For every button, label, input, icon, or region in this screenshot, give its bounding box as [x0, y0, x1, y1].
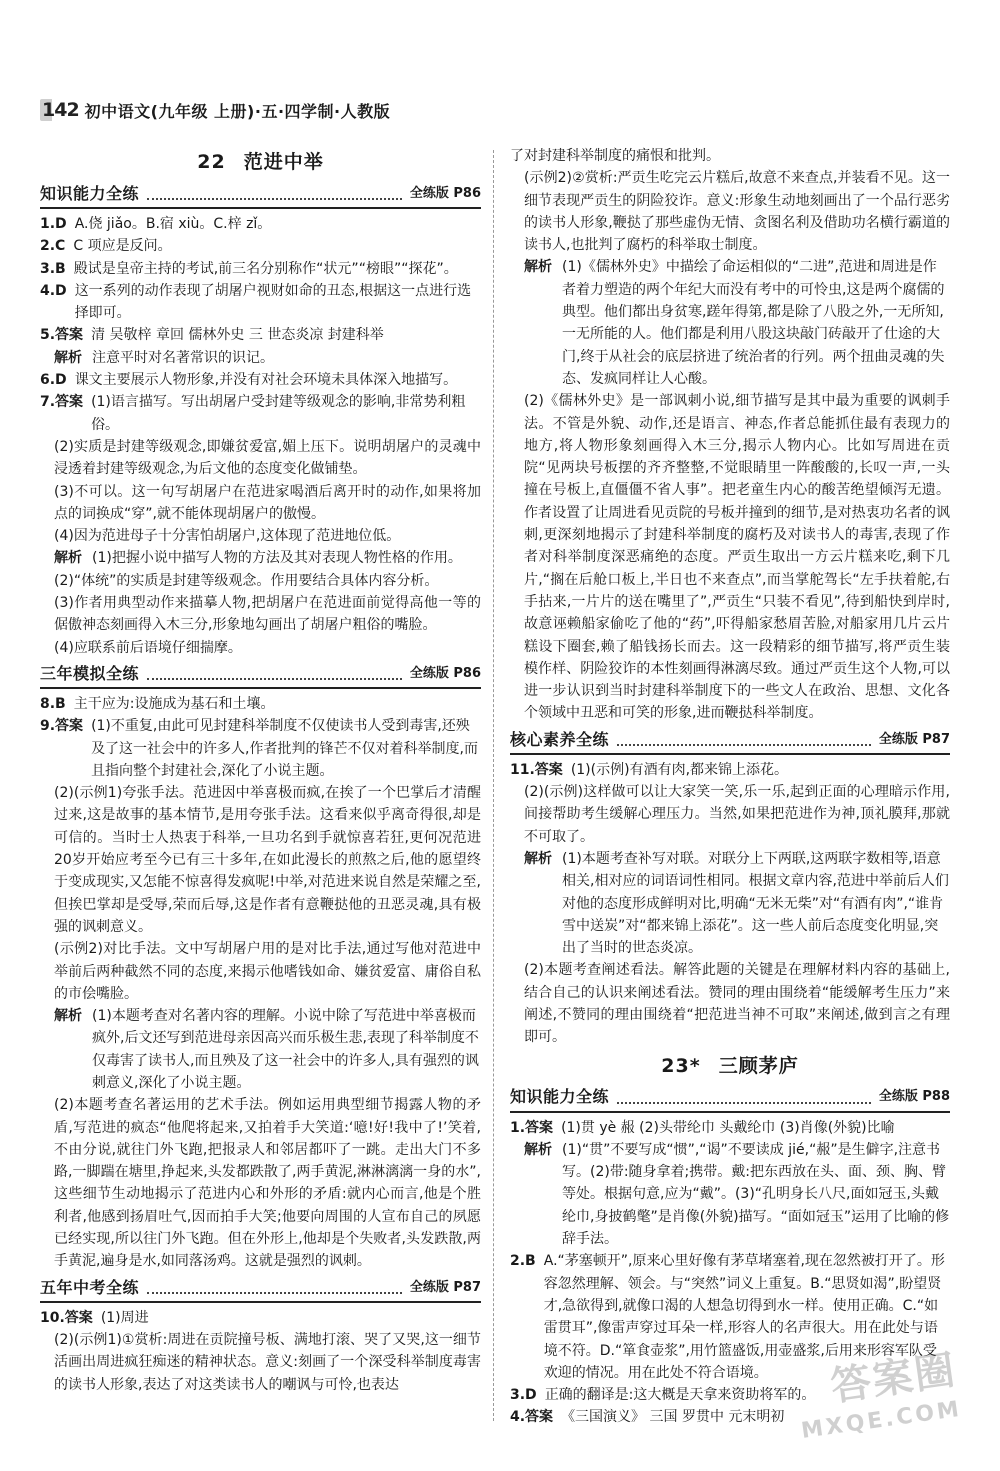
analysis-item — [510, 848, 950, 959]
answer-text: (1)贯 yè 赧 (2)头带纶巾 头戴纶巾 (3)肖像(外貌)比喻 — [561, 1119, 895, 1136]
answer-paragraph: (2)(示例)这样做可以让大家笑一笑,乐一乐,起到正面的心理暗示作用,间接帮助考生缓解心理压力。当然,如果把范进作为神,顶礼膜拜,那就不可取了。 — [524, 784, 950, 845]
answer-item — [510, 759, 950, 781]
leader-dots — [617, 1092, 871, 1104]
answer-label: 1.答案 — [510, 1119, 554, 1136]
answer-item — [40, 324, 481, 346]
analysis-label: 解析 — [524, 1141, 552, 1158]
answer-paragraph: (2)实质是封建等级观念,即嫌贫爱富,媚上压下。说明胡屠户的灵魂中浸透着封建等级观念,为后文他的态度变化做铺垫。 — [54, 438, 481, 478]
analysis-label: 解析 — [54, 550, 82, 567]
answer-label: 10.答案 — [40, 1309, 93, 1326]
section-ref: 全练版 P87 — [409, 1279, 481, 1295]
answer-label: 4.答案 — [510, 1409, 554, 1426]
answer-item — [40, 391, 481, 436]
answer-text: (1)语言描写。写出胡屠户受封建等级观念的影响,非常势利粗俗。 — [91, 394, 466, 433]
analysis-item — [40, 547, 481, 569]
analysis-label: 解析 — [54, 349, 82, 366]
lesson-title — [510, 1049, 950, 1083]
answer-paragraph: 了对封建科举制度的痛恨和批判。 — [510, 148, 720, 164]
book-title: 初中语文(九年级 上册)·五·四学制·人教版 — [84, 101, 391, 121]
analysis-paragraph: (2)本题考查名著运用的艺术手法。例如运用典型细节揭露人物的矛盾,写范进的疯态“他爬将起来,又拍着手大笑道:‘噫!好!我中了!’笑着,不由分说,就往门外飞跑,把报录人和邻居都吓了一跳。走出大门不多路,一脚踹在塘里,挣起来,头发都跌散了,两手黄泥,淋淋漓漓一身的水”,这些细节生动地揭示了范进内心和外形的矛盾:就内心而言,他是个胜利者,他感到扬眉吐气,因而拍手大笑;他要向周围的人宣布自己的夙愿已经实现,所以往门外飞跑。但在外形上,他却是个失败者,头发跌散,两手黄泥,遍身是水,如同落汤鸡。这就是强烈的讽刺。 — [54, 1097, 481, 1270]
analysis-paragraph: (2)《儒林外史》是一部讽刺小说,细节描写是其中最为重要的讽刺手法。不管是外貌、动作,还是语言、神态,作者总能抓住最有表现力的地方,将人物形象刻画得入木三分,揭示人物内心。比如写周进在贡院“见两块号板摆的齐齐整整,不觉眼睛里一阵酸酸的,长叹一声,一头撞在号板上,直僵僵不省人事”。把老童生内心的酸苦绝望倾泻无遗。作者设置了让周进看见贡院的号板并撞到的细节,是对热衷功名者的讽刺,更深刻地揭示了封建科举制度的腐朽及对读书人的毒害,表现了作者对科举制度深恶痛绝的态度。严贡生取出一方云片糕来吃,剩下几片,“搁在后舱口板上,半日也不来查点”,而当掌舵驾长“左手扶着舵,右手拈来,一片片的送在嘴里了”,严贡生“只装不看见”,待到船快到岸时,故意诬赖船家偷吃了他的“药”,吓得船家愁眉苦脸,对船家用几片云片糕设下圈套,赖了船钱扬长而去。这一段精彩的细节描写,将严贡生装模作样、阴险狡诈的本性刻画得淋漓尽致。通过严贡生这个人物,可以进一步认识到当时封建科举制度下的一些文人在政治、思想、文化各个领域中丑恶和可笑的形象,进而鞭挞科举制度。 — [524, 393, 950, 722]
column-divider — [493, 150, 494, 1421]
section-ref: 全练版 P87 — [878, 731, 950, 747]
answer-label: 5.答案 — [40, 327, 84, 344]
section-name: 三年模拟全练 — [40, 663, 140, 683]
answer-label: 2.C — [40, 238, 66, 255]
lesson-name: 三顾茅庐 — [718, 1054, 799, 1077]
answer-label: 9.答案 — [40, 718, 84, 735]
answer-label: 7.答案 — [40, 394, 84, 411]
answer-text: (1)周进 — [100, 1309, 149, 1326]
analysis-paragraph: (4)应联系前后语境仔细揣摩。 — [54, 639, 242, 656]
answer-paragraph: (3)不可以。这一句写胡屠户在范进家喝酒后离开时的动作,如果将加点的词换成“穿”,就不能体现胡屠户的傲慢。 — [54, 483, 481, 522]
lesson-title — [40, 145, 481, 179]
section-name: 核心素养全练 — [510, 729, 610, 749]
right-column — [510, 145, 950, 1431]
answer-item — [40, 258, 481, 280]
answer-paragraph: (示例2)对比手法。文中写胡屠户用的是对比手法,通过写他对范进中举前后两种截然不同的态度,来揭示他嗜钱如命、嫌贫爱富、庸俗自私的市侩嘴脸。 — [54, 941, 481, 1002]
lesson-name: 范进中举 — [243, 151, 324, 173]
answer-text: 《三国演义》 三国 罗贯中 元末明初 — [561, 1409, 785, 1426]
analysis-label: 解析 — [524, 850, 552, 867]
leader-dots — [617, 734, 871, 746]
analysis-item — [40, 347, 481, 369]
answer-label: 1.D — [40, 216, 67, 232]
answer-paragraph: (示例2)②赏析:严贡生吃完云片糕后,故意不来查点,并装看不见。这一细节表现严贡生的阴险狡诈。意义:形象生动地刻画出了一个品行恶劣的读书人形象,鞭挞了那些虚伪无情、贪图名利及借助功名横行霸道的读书人,也批判了腐朽的科举取士制度。 — [524, 170, 950, 254]
answer-item — [510, 1117, 950, 1139]
analysis-text: (1)《儒林外史》中描绘了命运相似的“二进”,范进和周进是作者着力塑造的两个年纪大而没有考中的可怜虫,这是两个腐儒的典型。他们都出身贫寒,蹉年得第,都是除了八股之外,一无所知,一无所能的人。他们都是利用八股这块敲门砖敲开了仕途的大门,终于从社会的底层挤进了统治者的行列。两个扭曲灵魂的失态、发疯同样让人心酸。 — [562, 259, 945, 387]
leader-dots — [147, 188, 402, 200]
page-header — [40, 98, 390, 122]
answer-text: C 项应是反问。 — [73, 238, 172, 255]
answer-item — [40, 280, 481, 325]
left-column — [40, 145, 481, 1431]
section-name: 知识能力全练 — [510, 1087, 610, 1107]
answer-item — [40, 715, 481, 782]
section-header — [510, 1085, 950, 1113]
section-header — [510, 727, 950, 755]
answer-text: A.侥 jiǎo。B.宿 xiù。C.梓 zǐ。 — [74, 216, 272, 232]
answer-item — [40, 235, 481, 257]
watermark-main: 答案圈 — [828, 1347, 960, 1411]
analysis-label: 解析 — [524, 259, 552, 276]
answer-text: 正确的翻译是:这大概是天拿来资助将军的。 — [544, 1387, 816, 1404]
analysis-text: (1)本题考查补写对联。对联分上下两联,这两联字数相等,语意相关,相对应的词语词性相同。根据文章内容,范进中举前后人们对他的态度形成鲜明对比,明确“无米无柴”对“有酒有肉”,“谁肯雪中送炭”对“都来锦上添花”。这一些人前后态度变化明显,突出了当时的世态炎凉。 — [562, 850, 949, 957]
answer-label: 2.B — [510, 1253, 536, 1270]
answer-label: 3.B — [40, 260, 66, 277]
answer-item — [40, 693, 481, 715]
lesson-number: 22 — [197, 151, 226, 173]
answer-text: 课文主要展示人物形象,并没有对社会环境未具体深入地描写。 — [74, 372, 458, 389]
answer-label: 8.B — [40, 695, 66, 712]
leader-dots — [147, 1282, 402, 1294]
answer-text: 殿试是皇帝主持的考试,前三名分别称作“状元”“榜眼”“探花”。 — [73, 260, 458, 277]
page-number: 142 — [42, 99, 79, 121]
answer-label: 3.D — [510, 1387, 537, 1404]
analysis-text: 注意平时对名著常识的识记。 — [92, 349, 274, 366]
answer-label: 11.答案 — [510, 761, 563, 778]
analysis-text: (1)本题考查对名著内容的理解。小说中除了写范进中举喜极而疯外,后文还写到范进母亲因高兴而乐极生悲,表现了科举制度不仅毒害了读书人,而且殃及了这一社会中的许多人,具有强烈的讽刺意义,深化了小说主题。 — [92, 1008, 479, 1091]
answer-item — [40, 1307, 481, 1329]
answer-item — [40, 369, 481, 391]
analysis-label: 解析 — [54, 1008, 82, 1025]
analysis-item — [40, 1005, 481, 1094]
answer-label: 4.D — [40, 282, 67, 299]
section-ref: 全练版 P86 — [409, 185, 481, 201]
analysis-text: (1)“贯”不要写成“惯”,“谒”不要读成 jié,“赧”是生僻字,注意书写。(2)带:随身拿着;携带。戴:把东西放在头、面、颈、胸、臂等处。根据句意,应为“戴”。(3)“孔明身长八尺,面如冠玉,头戴纶巾,身披鹤氅”是肖像(外貌)描写。“面如冠玉”运用了比喻的修辞手法。 — [562, 1141, 950, 1248]
section-name: 知识能力全练 — [40, 183, 140, 203]
answer-item — [40, 213, 481, 235]
answer-text: (1)(示例)有酒有肉,都来锦上添花。 — [570, 761, 789, 778]
leader-dots — [147, 668, 402, 680]
section-header — [40, 661, 481, 689]
analysis-item — [510, 256, 950, 390]
analysis-text: (1)把握小说中描写人物的方法及其对表现人物性格的作用。 — [92, 550, 462, 567]
answer-paragraph: (2)(示例1)夸张手法。范进因中举喜极而疯,在挨了一个巴掌后才清醒过来,这是故事的基本情节,是用夸张手法。这看来似乎离奇得很,却是可信的。当时士人热衷于科举,一旦功名到手就惊喜若狂,更何况范进20岁开始应考至今已有三十多年,在如此漫长的煎熬之后,他的愿望终于变成现实,又怎能不惊喜得发疯呢!中举,对范进来说自然是荣耀之至,但挨巴掌却是受辱,荣而后辱,这是作者有意鞭挞他的丑恶灵魂,具有极强的讽刺意义。 — [54, 785, 481, 935]
section-header — [40, 181, 481, 209]
answer-text: 这一系列的动作表现了胡屠户视财如命的丑态,根据这一点进行选择即可。 — [74, 282, 472, 322]
answer-text: (1)不重复,由此可见封建科举制度不仅使读书人受到毒害,还殃及了这一社会中的许多人,作者批判的锋芒不仅对着科举制度,而且指向整个封建社会,深化了小说主题。 — [91, 718, 478, 779]
watermark-sub: MXQE.COM — [800, 1396, 964, 1444]
section-ref: 全练版 P88 — [878, 1089, 950, 1105]
lesson-number: 23* — [661, 1054, 701, 1077]
analysis-item — [510, 1139, 950, 1250]
answer-paragraph: (2)(示例1)①赏析:周进在贡院撞号板、满地打滚、哭了又哭,这一细节活画出周进疯狂痴迷的精神状态。意义:刻画了一个深受科举制度毒害的读书人形象,表达了对这类读书人的嘲讽与可怜,也表达 — [54, 1331, 481, 1393]
answer-text: 清 吴敬梓 章回 儒林外史 三 世态炎凉 封建科举 — [91, 327, 384, 344]
answer-paragraph: (4)因为范进母子十分害怕胡屠户,这体现了范进地位低。 — [54, 528, 401, 545]
answer-text: 主干应为:设施成为基石和土壤。 — [73, 695, 275, 712]
section-name: 五年中考全练 — [40, 1277, 140, 1297]
section-header — [40, 1275, 481, 1303]
answer-text: A.“茅塞顿开”,原来心里好像有茅草堵塞着,现在忽然被打开了。形容忽然理解、领会。与“突然”词义上重复。B.“思贤如渴”,盼望贤才,急欲得到,就像口渴的人想急切得到水一样。使用正确。C.“如雷贯耳”,像雷声穿过耳朵一样,形容人的名声很大。用在此处与语境不符。D.“箪食壶浆”,用竹篮盛饭,用壶盛浆,后用来形容军队受欢迎的情况。用在此处不符合语境。 — [543, 1253, 945, 1381]
analysis-paragraph: (2)“体统”的实质是封建等级观念。作用要结合具体内容分析。 — [54, 572, 439, 589]
section-ref: 全练版 P86 — [409, 665, 481, 681]
answer-label: 6.D — [40, 372, 67, 389]
analysis-paragraph: (3)作者用典型动作来描摹人物,把胡屠户在范进面前觉得高他一等的倨傲神态刻画得入木三分,形象地勾画出了胡屠户粗俗的嘴脸。 — [54, 595, 481, 634]
analysis-paragraph: (2)本题考查阐述看法。解答此题的关键是在理解材料内容的基础上,结合自己的认识来阐述看法。赞同的理由围绕着“能缓解考生压力”来阐述,不赞同的理由围绕着“把范进当神不可取”来阐述,做到言之有理即可。 — [524, 962, 950, 1046]
